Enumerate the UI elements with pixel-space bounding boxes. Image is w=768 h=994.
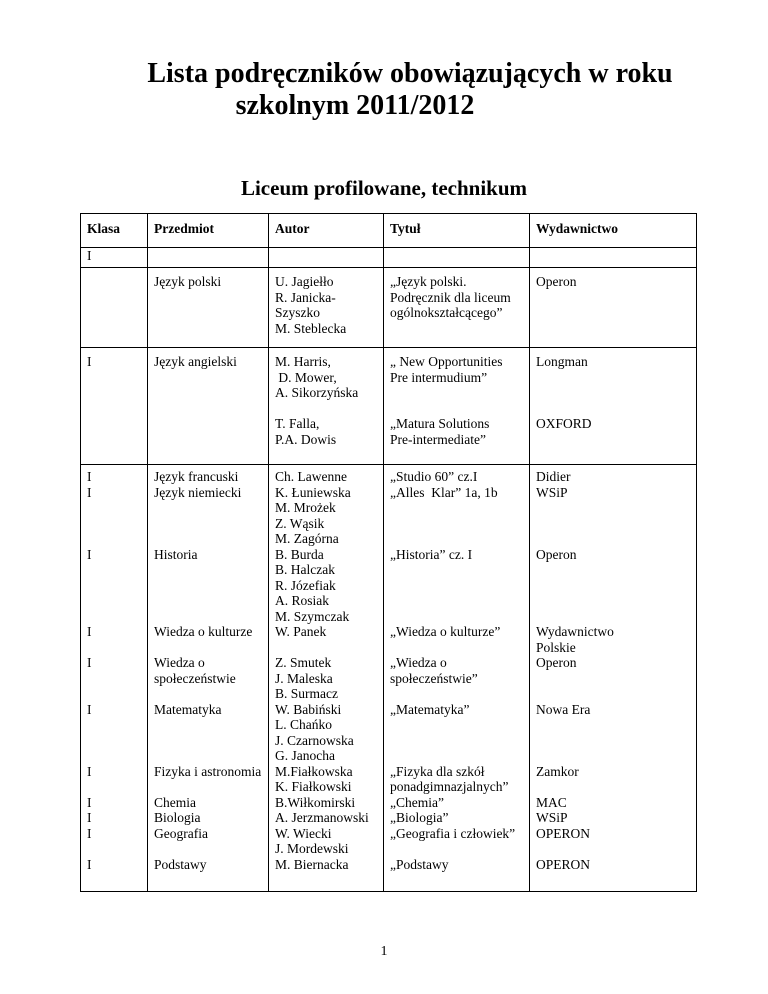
table-header-row [81, 214, 697, 248]
header-wydawnictwo: Wydawnictwo [530, 214, 697, 248]
cell-wydawnictwo: Longman OXFORD [530, 348, 697, 465]
cell-wydawnictwo: Didier WSiP Operon Wydawnictwo Polskie Operon Nowa Era Zamkor MAC WSiP OPERON OPERON [530, 465, 697, 892]
cell-klasa: I [81, 348, 148, 465]
cell-przedmiot: Język polski [148, 268, 269, 348]
table-row [81, 348, 697, 465]
cell-klasa: I [81, 248, 148, 268]
cell-tytul: „Studio 60” cz.I „Alles Klar” 1a, 1b „Historia” cz. I „Wiedza o kulturze” „Wiedza o społeczeństwie” „Matematyka” „Fizyka dla szkół ponadgimnazjalnych” „Chemia” „Biologia” „Geografia i człowiek” „Podstawy [384, 465, 530, 892]
table-row [81, 465, 697, 892]
cell-klasa: I I I I I I I I I I I [81, 465, 148, 892]
cell-tytul: „Język polski. Podręcznik dla liceum ogólnokształcącego” [384, 268, 530, 348]
page-number: 1 [380, 944, 388, 959]
cell-tytul: „ New Opportunities Pre intermudium” „Matura Solutions Pre-intermediate” [384, 348, 530, 465]
header-klasa: Klasa [81, 214, 148, 248]
header-przedmiot: Przedmiot [148, 214, 269, 248]
cell-autor: Ch. Lawenne K. Łuniewska M. Mrożek Z. Wąsik M. Zagórna B. Burda B. Halczak R. Józefiak A. Rosiak M. Szymczak W. Panek Z. Smutek J. Maleska B. Surmacz W. Babiński L. Chańko J. Czarnowska G. Janocha M.Fiałkowska K. Fiałkowski B.Wiłkomirski A. Jerzmanowski W. Wiecki J. Mordewski M. Biernacka [269, 465, 384, 892]
textbook-table [80, 213, 697, 892]
table-row [81, 268, 697, 348]
cell-przedmiot: Język angielski [148, 348, 269, 465]
cell-wydawnictwo: Operon [530, 268, 697, 348]
header-tytul: Tytuł [384, 214, 530, 248]
cell-tytul [384, 248, 530, 268]
cell-wydawnictwo [530, 248, 697, 268]
cell-autor [269, 248, 384, 268]
cell-przedmiot [148, 248, 269, 268]
section-subtitle: Liceum profilowane, technikum [240, 176, 528, 200]
document-title [70, 58, 730, 122]
title-line-1: Lista podręczników obowiązujących w roku [147, 58, 673, 89]
cell-przedmiot: Język francuski Język niemiecki Historia Wiedza o kulturze Wiedza o społeczeństwie Matematyka Fizyka i astronomia Chemia Biologia Geografia Podstawy [148, 465, 269, 892]
table-row [81, 248, 697, 268]
cell-klasa [81, 268, 148, 348]
cell-autor: U. Jagiełło R. Janicka- Szyszko M. Steblecka [269, 268, 384, 348]
title-line-2: szkolnym 2011/2012 [235, 90, 475, 121]
header-autor: Autor [269, 214, 384, 248]
cell-autor: M. Harris, D. Mower, A. Sikorzyńska T. Falla, P.A. Dowis [269, 348, 384, 465]
